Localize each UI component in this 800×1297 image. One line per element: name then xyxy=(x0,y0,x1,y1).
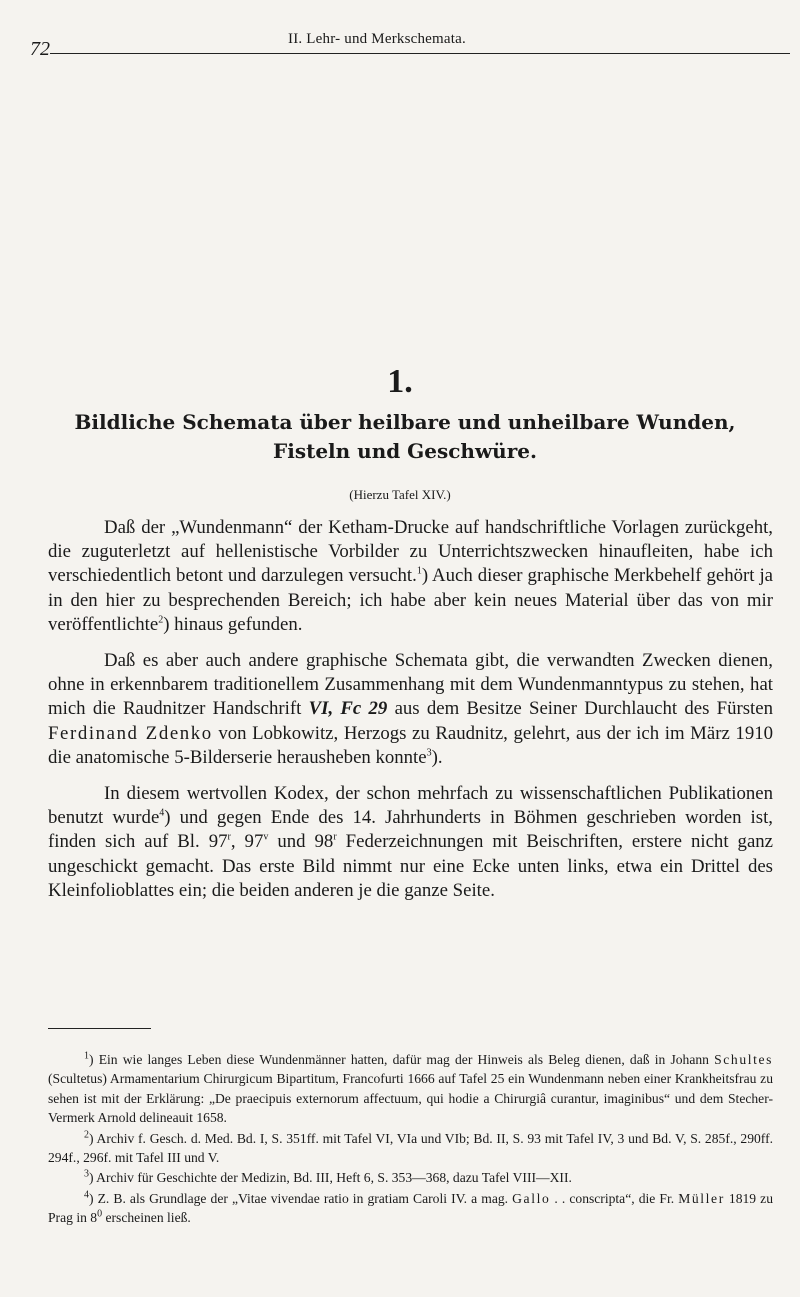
footnote-4-text-a: ) Z. B. als Grundlage der „Vitae vivendae ratio in gratiam Caroli IV. a mag. xyxy=(89,1190,513,1206)
footnote-3 xyxy=(48,1168,773,1187)
spaced-name-schultes: Schultes xyxy=(714,1052,773,1067)
footnote-2-mark: 2 xyxy=(84,1129,89,1141)
spaced-name-gallo: Gallo xyxy=(512,1190,551,1206)
paragraph-2-text-a: Daß es aber auch andere graphische Schemata gibt, die verwandten Zwecken dienen, ohne in erkennbarem traditionellem Zusammenhang mit dem Wundenmanntypus zu stehen, hat mich die Raudnitzer Handschrift xyxy=(48,650,773,720)
footnote-2-text-b: mit Tafel VI, VIa und VIb; Bd. II, S. 93 mit Tafel IV, 3 und Bd. V, S. 285f., 290 xyxy=(318,1130,761,1146)
paragraph-3 xyxy=(48,782,773,903)
paragraph-2-text-b: aus dem Besitze Seiner Durchlaucht des Fürsten xyxy=(387,698,773,720)
footnote-1 xyxy=(48,1050,773,1128)
section-title-line-1: Bildliche Schemata über heilbare und unheilbare Wunden, xyxy=(74,410,736,434)
footnote-4-text-d: erscheinen ließ. xyxy=(102,1210,191,1226)
verso-mark: v xyxy=(263,832,269,844)
footnote-4-text-b: . . conscripta“, die Fr. xyxy=(550,1190,679,1206)
paragraph-1 xyxy=(48,516,773,637)
footnotes xyxy=(48,1050,773,1229)
footnote-1-mark: 1 xyxy=(84,1050,89,1062)
section-number: 1. xyxy=(387,363,413,400)
spaced-name-ferdinand: Ferdinand Zdenko xyxy=(48,722,213,744)
footnote-3-mark: 3 xyxy=(84,1168,89,1180)
running-head xyxy=(30,28,770,58)
footnote-ref-1: 1 xyxy=(416,566,422,578)
footnote-3-text: ) Archiv für Geschichte der Medizin, Bd. III, Heft 6, S. 353—368, dazu Tafel VIII—XII. xyxy=(89,1170,572,1186)
spaced-name-mueller: Müller xyxy=(678,1190,725,1206)
footnote-2-ff-1: ff. xyxy=(306,1130,319,1146)
footnote-1-text-a: ) Ein wie langes Leben diese Wundenmänner hatten, dafür mag der Hinweis als Beleg dienen, daß in Johann xyxy=(89,1052,715,1067)
footnote-4 xyxy=(48,1189,773,1228)
paragraph-3-text-a: In diesem wertvollen Kodex, der schon mehrfach zu wissenschaftlichen Publikationen benutzt wurde xyxy=(48,783,773,829)
footnote-2-text-a: ) Archiv f. Gesch. d. Med. Bd. I, S. 351 xyxy=(89,1130,307,1146)
octavo-degree-mark: 0 xyxy=(97,1208,103,1220)
section-title xyxy=(40,408,770,466)
paragraph-3-text-d: und 98 xyxy=(268,831,334,853)
footnote-rule xyxy=(48,1028,151,1029)
recto-mark-1: r xyxy=(227,832,231,844)
footnote-ref-3: 3 xyxy=(426,747,432,759)
footnote-2-ff-2: ff. xyxy=(760,1130,774,1146)
footnote-4-mark: 4 xyxy=(84,1189,89,1201)
paragraph-3-text-b: ) und gegen Ende des 14. Jahrhunderts in Böhmen geschrieben worden ist, finden sich auf Bl. 97 xyxy=(48,807,773,853)
section-plate-note: (Hierzu Tafel XIV.) xyxy=(349,487,451,502)
body-text xyxy=(48,516,773,915)
paragraph-1-text-b: ) Auch dieser graphische Merkbehelf gehört ja in den hier zu besprechenden Bereich; ich habe aber kein neues Material über das von mir veröffentlichte xyxy=(48,565,774,635)
paragraph-1-text-a: Daß der „Wundenmann“ der Ketham-Drucke auf handschriftliche Vorlagen zurückgeht, die zuguterletzt auf hellenistische Vorbilder zu Unterrichtszwecken hinaufleiten, habe ich verschiedentlich betont und darzulegen versucht. xyxy=(48,517,773,587)
paragraph-3-text-c: , 97 xyxy=(230,831,264,853)
footnote-ref-2: 2 xyxy=(158,614,164,626)
recto-mark-2: r xyxy=(333,832,337,844)
paragraph-2 xyxy=(48,649,773,770)
footnote-2 xyxy=(48,1129,773,1168)
footnote-1-text-b: (Scultetus) Armamentarium Chirurgicum Bipartitum, Francofurti 1666 auf Tafel 25 ein Wundenmann neben einer Krankheitsfrau zu sehen ist mit der Erklärung: „De praecipuis externorum affectuum, qui hodie a Chirurgiâ curantur, imaginibus“ und dem Stecher-Vermerk Arnold delineauit 1658. xyxy=(48,1071,773,1126)
paragraph-1-text-c: ) hinaus gefunden. xyxy=(163,613,303,635)
footnote-2-text-c: 294f., 296f. mit Tafel III und V. xyxy=(48,1150,220,1166)
manuscript-signature: VI, Fc 29 xyxy=(308,698,388,720)
footnote-4-text-c: 1819 zu Prag in 8 xyxy=(48,1190,773,1226)
footnote-ref-4: 4 xyxy=(159,807,165,819)
running-head-title: II. Lehr- und Merkschemata. xyxy=(288,31,466,47)
section-title-line-2: Fisteln und Geschwüre. xyxy=(273,439,537,463)
header-rule xyxy=(50,53,790,54)
paragraph-3-text-e: Federzeichnungen mit Beischriften, erstere nicht ganz ungeschickt gemacht. Das erste Bild nimmt nur eine Ecke unten links, etwa ein Drittel des Kleinfolioblattes ein; die beiden anderen je die ganze Seite. xyxy=(48,831,774,901)
paragraph-2-text-c: von Lobkowitz, Herzogs zu Raudnitz, gelehrt, aus der ich im März 1910 die anatomische 5-Bilderserie herausheben konnte xyxy=(48,722,773,768)
paragraph-2-text-d: ). xyxy=(431,746,443,768)
page-number: 72 xyxy=(30,38,50,60)
